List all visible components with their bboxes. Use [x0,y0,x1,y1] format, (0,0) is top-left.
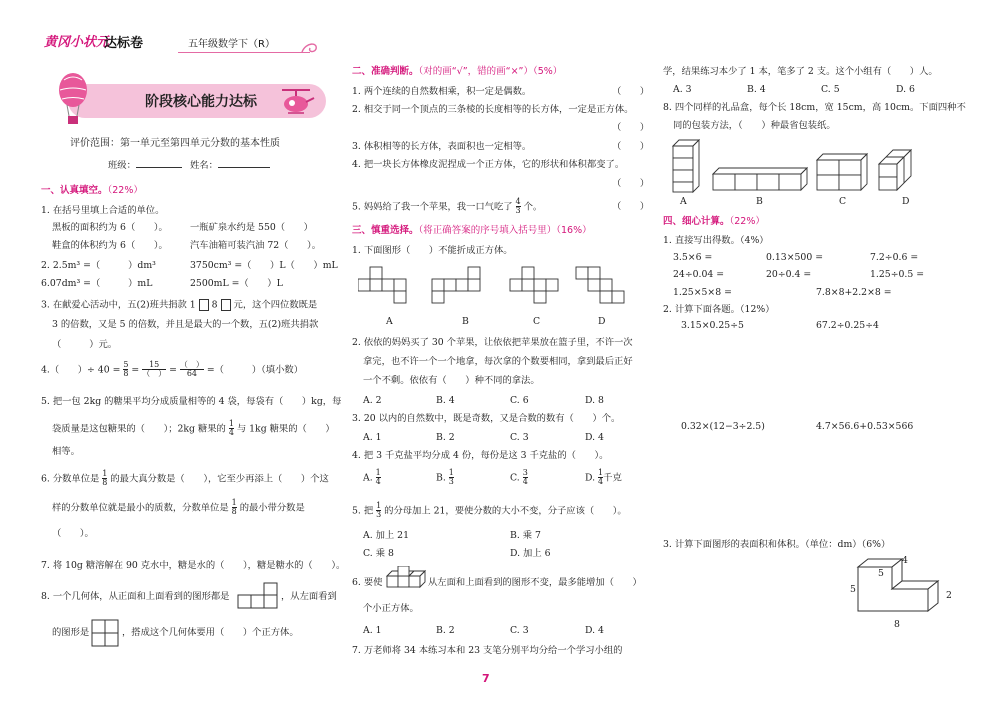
s1-q2b: 3750cm³ =（ ）L（ ）mL [190,260,338,271]
s3-q5: 5. 把 $\frac{1}{3}$ 的分母加上 21，要使分数的大小不变，分子应该（ ）。 [352,501,627,520]
s1-q2d: 2500mL =（ ）L [190,278,283,289]
s1-q5-line2: 袋质量是这包糖果的（ ）；2kg 糖果的 $\frac{1}{4}$ 与 1kg 糖果的（ ） [52,419,335,438]
s1-q2c: 6.07dm³ =（ ）mL [41,278,153,289]
dim-label: 5 [850,584,856,595]
s3-q6-opt-b[interactable]: B. 2 [436,625,455,636]
s3-q3-opt-b[interactable]: B. 2 [436,432,455,443]
scope-text: 评价范围：第一单元至第四单元分数的基本性质 [70,138,280,149]
s2-q5: 5. 妈妈给了我一个苹果，我一口气吃了 $\frac{4}{3}$ 个。 [352,197,543,216]
c1-title: 1. 直接写出得数。（4%） [663,235,769,246]
left-view-figure [91,619,121,647]
calc-item: 1.25÷0.5 = [870,269,925,280]
s3-q5-opt-d[interactable]: D. 加上 6 [510,548,551,559]
s1-q3-line3: （ ）元。 [52,339,118,350]
s3-q7-opt-b[interactable]: B. 4 [747,84,766,95]
calc-item: 20÷0.4 = [766,269,812,280]
s1-q4: 4.（ ）÷ 40 = $\frac{5}{8}$ = $\frac{15}{( )}$ = $\frac{( )}{64}$ =（ ）（填小数） [41,360,303,379]
calc-problem: 67.2÷0.25÷4 [816,320,879,331]
s2-q1: 1. 两个连续的自然数相乘，积一定是偶数。 [352,86,532,97]
name-field[interactable] [190,160,270,172]
s3-q3: 3. 20 以内的自然数中，既是奇数，又是合数的数有（ ）个。 [352,413,621,424]
s3-q4-opt-d[interactable]: D. $\frac{1}{4}$ 千克 [585,468,622,487]
fraction: $\frac{1}{3}$ [376,501,382,520]
balloon-icon [56,72,90,128]
pack-option-b: B [756,196,763,207]
banner-title: 阶段核心能力达标 [145,94,257,110]
s3-q7: 7. 万老师将 34 本练习本和 23 支笔分别平均分给一个学习小组的 [352,645,623,656]
s1-q8-mid: ，从左面看到 [281,591,337,602]
l-shape-solid-figure [846,553,956,628]
dim-label: 5 [878,568,884,579]
s3-q4-opt-c[interactable]: C. $\frac{3}{4}$ [510,468,528,487]
calc-item: 1.25×5×8 = [673,287,732,298]
s1-q3-line2: 3 的倍数，又是 5 的倍数，并且是最大的一个数，五(2)班共捐款 [52,319,319,330]
brand-logo: 黄冈小状元 [44,35,110,50]
net-option-a: A [386,316,393,327]
s1-q8-line1: 8. 一个几何体，从正面和上面看到的图形都是 [41,591,230,602]
s3-q6-mid: 从左面和上面看到的图形不变，最多能增加（ ） [428,577,642,588]
calc-item: 0.13×500 = [766,252,823,263]
s3-q6-line2: 个小正方体。 [363,603,419,614]
s3-q2-opt-c[interactable]: C. 6 [510,395,529,406]
s1-q5-line1: 5. 把一包 2kg 的糖果平均分成质量相等的 4 袋，每袋有（ ）kg，每 [41,396,342,407]
digit-box[interactable] [199,299,209,311]
s1-q6-line3: （ ）。 [52,528,94,539]
s1-q7: 7. 将 10g 糖溶解在 90 克水中，糖是水的（ ），糖是糖水的（ ）。 [41,560,346,571]
calc-item: 3.5×6 = [673,252,713,263]
cube-stack-figure [385,566,427,590]
s2-q4: 4. 把一块长方体橡皮泥捏成一个正方体，它的形状和体积都变了。 [352,159,625,170]
net-option-d: D [598,316,606,327]
s3-q6-opt-c[interactable]: C. 3 [510,625,529,636]
calc-item: 24÷0.04 = [673,269,725,280]
dim-label: 4 [902,555,908,566]
s1-q6-line1: 6. 分数单位是 $\frac{1}{8}$ 的最大真分数是（ ），它至少再添上（ ）个这 [41,469,329,488]
fraction: $\frac{( )}{64}$ [179,360,204,379]
s3-q1: 1. 下面图形（ ）不能折成正方体。 [352,245,513,256]
s1-q6-line2: 样的分数单位就是最小的质数，分数单位是 $\frac{1}{8}$ 的最小带分数是 [52,498,305,517]
pack-option-d: D [902,196,910,207]
class-field[interactable] [108,160,182,172]
pack-option-c: C [839,196,847,207]
s3-q6-opt-d[interactable]: D. 4 [585,625,604,636]
pack-option-a: A [680,196,687,207]
grade-label: 五年级数学下（R） [188,39,275,50]
s1-q1: 1. 在括号里填上合适的单位。 [41,205,165,216]
answer-paren[interactable]: （ ） [612,201,650,212]
fraction: $\frac{1}{4}$ [228,419,234,438]
s3-q7-cont: 学，结果练习本少了 1 本，笔多了 2 支。这个小组有（ ）人。 [663,66,938,77]
s3-q7-opt-c[interactable]: C. 5 [821,84,840,95]
s2-q3: 3. 体积相等的长方体，表面积也一定相等。 [352,141,532,152]
calc-problem: 0.32×(12−3÷2.5) [681,421,765,432]
s1-q1c: 鞋盒的体积约为 6（ ）。 [52,240,168,251]
s3-q4-opt-b[interactable]: B. $\frac{1}{3}$ [436,468,454,487]
s3-q2-opt-d[interactable]: D. 8 [585,395,604,406]
digit-box[interactable] [221,299,231,311]
name-label: 姓名： [190,160,218,171]
brand-subtitle: 达标卷 [104,36,144,51]
answer-paren[interactable]: （ ） [612,122,650,133]
section2-title: 二、准确判断。（对的画“√”，错的画“×”）（5%） [352,66,563,77]
front-view-figure [237,582,279,610]
calc-problem: 4.7×56.6+0.53×566 [816,421,914,432]
fraction: $\frac{15}{( )}$ [142,360,167,379]
s3-q7-opt-d[interactable]: D. 6 [896,84,915,95]
section4-title: 四、细心计算。（22%） [663,216,765,227]
s3-q3-opt-a[interactable]: A. 1 [363,432,382,443]
section3-title: 三、慎重选择。（将正确答案的序号填入括号里）（16%） [352,225,592,236]
calc-problem: 3.15×0.25÷5 [681,320,744,331]
s3-q8-line1: 8. 四个同样的礼品盒，每个长 18cm，宽 15cm，高 10cm。下面四种不 [663,102,966,113]
s3-q5-opt-c[interactable]: C. 乘 8 [363,548,394,559]
answer-paren[interactable]: （ ） [612,178,650,189]
s3-q5-opt-a[interactable]: A. 加上 21 [363,530,410,541]
fraction: $\frac{1}{8}$ [231,498,237,517]
s1-q5-line3: 相等。 [52,446,80,457]
s3-q2-opt-b[interactable]: B. 4 [436,395,455,406]
fraction: $\frac{4}{3}$ [515,197,521,216]
s3-q2-opt-a[interactable]: A. 2 [363,395,382,406]
s3-q2-line2: 拿完，也不许一个一个地拿，每次拿的个数要相同，拿到最后正好 [363,356,633,367]
box-packing-figure [665,132,940,194]
s3-q3-opt-d[interactable]: D. 4 [585,432,604,443]
dim-label: 8 [894,619,900,630]
s3-q2-line1: 2. 依依的妈妈买了 30 个苹果，让依依把苹果放在篮子里，不许一次 [352,337,633,348]
s3-q4-opt-a[interactable]: A. $\frac{1}{4}$ [363,468,381,487]
answer-paren[interactable]: （ ） [612,141,650,152]
s3-q7-opt-a[interactable]: A. 3 [673,84,692,95]
net-option-c: C [533,316,541,327]
s1-q3-line1: 3. 在献爱心活动中，五(2)班共捐款 1 8 元，这个四位数既是 [41,299,318,311]
section1-title: 一、认真填空。（22%） [41,185,143,196]
s3-q3-opt-c[interactable]: C. 3 [510,432,529,443]
s1-q8-tail: ，搭成这个几何体要用（ ）个正方体。 [122,627,299,638]
fraction: $\frac{1}{8}$ [102,469,108,488]
cube-nets-figure [358,265,628,309]
s1-q1a: 黑板的面积约为 6（ ）。 [52,222,168,233]
net-option-b: B [462,316,469,327]
s3-q6-line1: 6. 要使 [352,577,383,588]
s1-q1d: 汽车油箱可装汽油 72（ ）。 [190,240,321,251]
s3-q4: 4. 把 3 千克盐平均分成 4 份，每份是这 3 千克盐的（ ）。 [352,450,609,461]
s3-q5-opt-b[interactable]: B. 乘 7 [510,530,541,541]
c3-title: 3. 计算下面图形的表面积和体积。（单位：dm）（6%） [663,539,891,550]
s3-q8-line2: 同的包装方法，（ ）种最省包装纸。 [673,120,836,131]
swirl-icon [300,40,322,56]
s1-q2a: 2. 2.5m³ =（ ）dm³ [41,260,156,271]
answer-paren[interactable]: （ ） [612,86,650,97]
c2-title: 2. 计算下面各题。（12%） [663,304,775,315]
s2-q2: 2. 相交于同一个顶点的三条棱的长度相等的长方体，一定是正方体。 [352,104,634,115]
s1-q8-line2: 的图形是 [52,627,90,638]
calc-item: 7.8×8+2.2×8 = [816,287,892,298]
page-number: 7 [482,672,490,685]
dim-label: 2 [946,590,952,601]
s1-q1b: 一瓶矿泉水约是 550（ ） [190,222,313,233]
calc-item: 7.2÷0.6 = [870,252,919,263]
fraction: $\frac{5}{8}$ [123,360,129,379]
class-label: 班级： [108,160,136,171]
header-rule [178,52,310,53]
s3-q2-line3: 一个不剩。依依有（ ）种不同的拿法。 [363,375,540,386]
s3-q6-opt-a[interactable]: A. 1 [363,625,382,636]
